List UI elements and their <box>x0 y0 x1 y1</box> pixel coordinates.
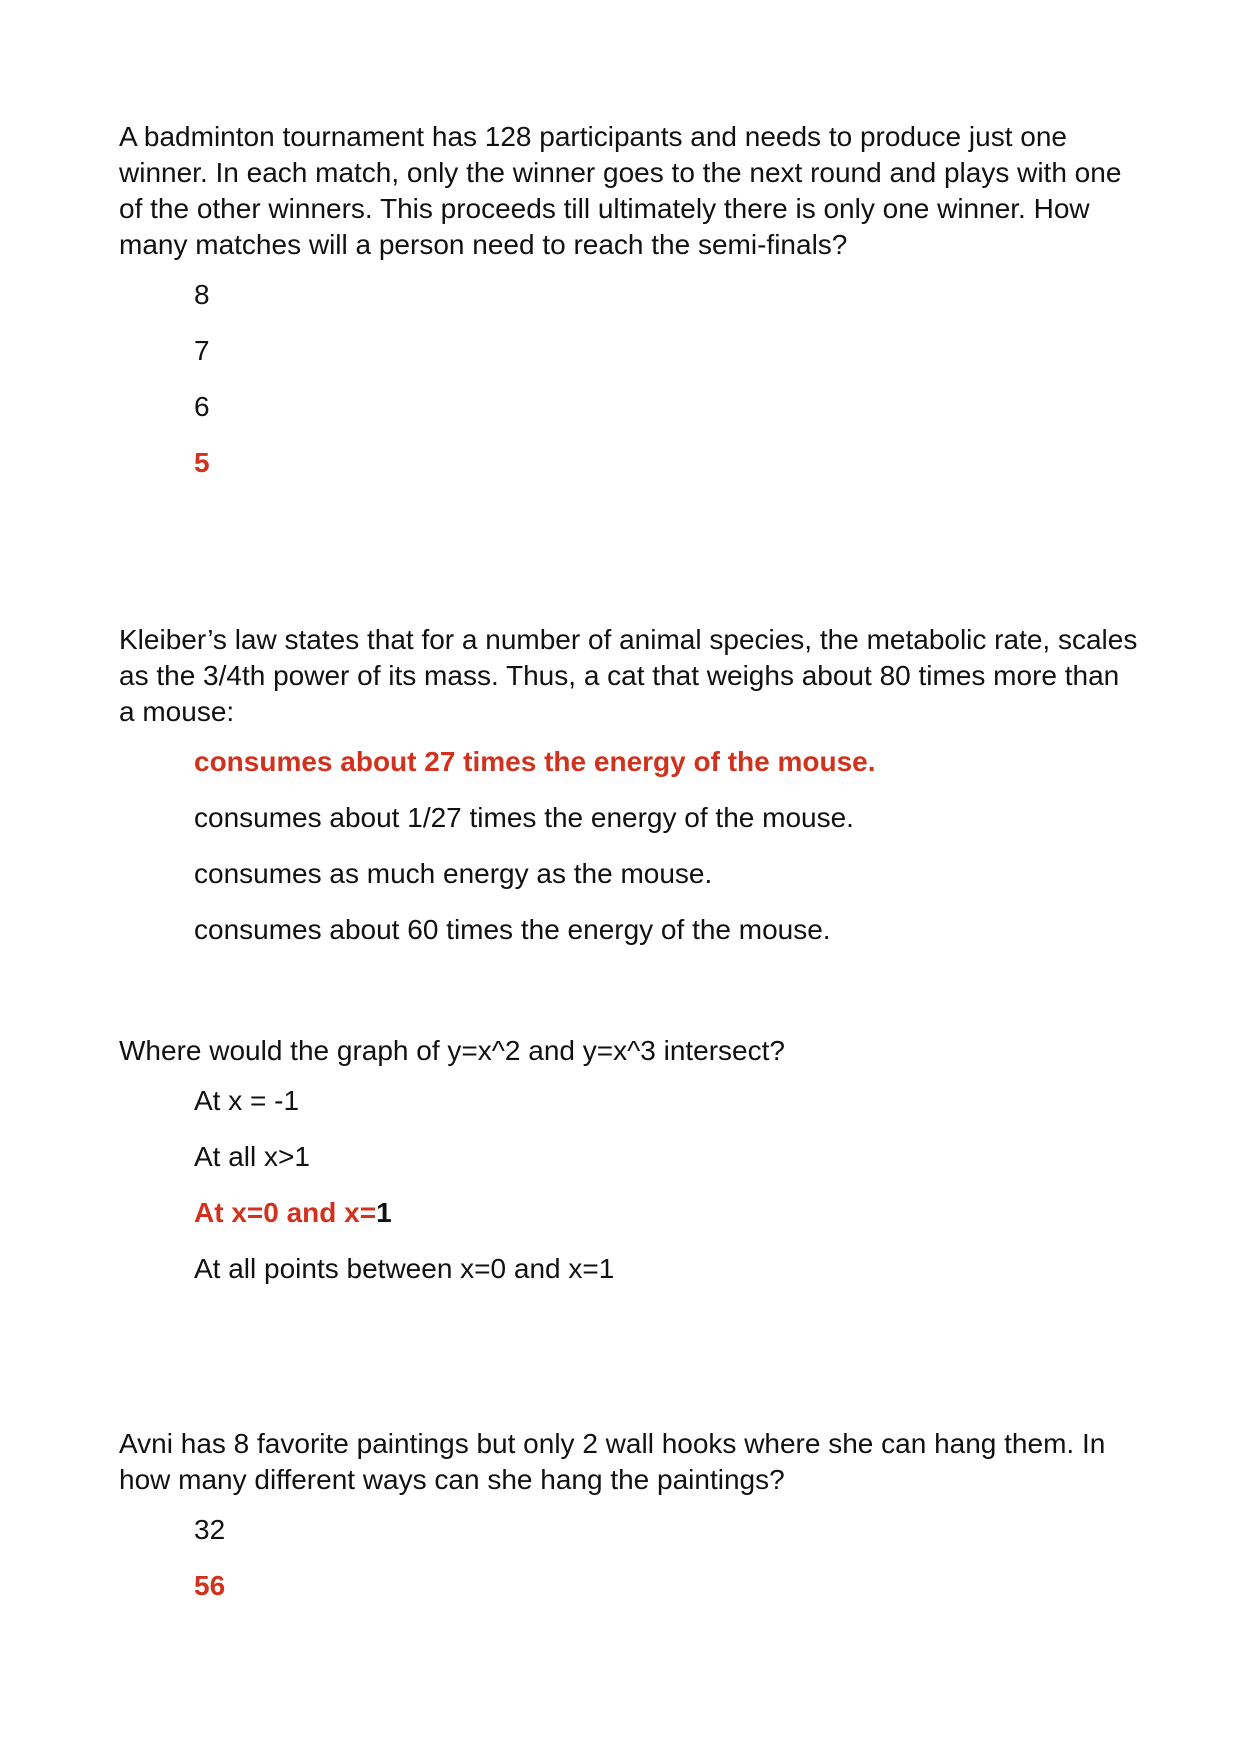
question-4-options <box>119 1514 1139 1602</box>
question-2-options <box>119 746 1139 946</box>
question-3-option-a: At x = -1 <box>194 1085 300 1116</box>
question-4-option-b-correct: 56 <box>194 1570 226 1601</box>
question-2 <box>119 622 1139 970</box>
question-1-option-a: 8 <box>194 279 210 310</box>
question-3-text: Where would the graph of y=x^2 and y=x^3 intersect? <box>119 1035 785 1066</box>
question-2-option-b: consumes about 1/27 times the energy of the mouse. <box>194 802 854 833</box>
question-4-text: Avni has 8 favorite paintings but only 2 wall hooks where she can hang them. In how many different ways can she hang the paintings? <box>119 1428 1106 1495</box>
question-3-option-b: At all x>1 <box>194 1141 310 1172</box>
question-1 <box>119 119 1139 503</box>
question-3-option-c-text: At x=0 and x= <box>194 1197 377 1228</box>
question-3-option-c-suffix: 1 <box>376 1197 392 1228</box>
question-1-option-c: 6 <box>194 391 210 422</box>
question-2-option-c: consumes as much energy as the mouse. <box>194 858 713 889</box>
question-2-option-d: consumes about 60 times the energy of the mouse. <box>194 914 831 945</box>
question-1-option-d-correct: 5 <box>194 447 210 478</box>
question-3-option-c-correct <box>194 1197 1139 1229</box>
question-1-options <box>119 279 1139 479</box>
question-2-text: Kleiber’s law states that for a number of animal species, the metabolic rate, scales as the 3/4th power of its mass. Thus, a cat that weighs about 80 times more than a mouse: <box>119 624 1138 727</box>
question-3 <box>119 1033 1139 1309</box>
question-4-option-a: 32 <box>194 1514 226 1545</box>
question-2-option-a-correct: consumes about 27 times the energy of the mouse. <box>194 746 876 777</box>
question-3-options <box>119 1085 1139 1285</box>
question-4 <box>119 1426 1139 1626</box>
question-1-option-b: 7 <box>194 335 210 366</box>
question-3-option-d: At all points between x=0 and x=1 <box>194 1253 615 1284</box>
question-1-text: A badminton tournament has 128 participants and needs to produce just one winner. In each match, only the winner goes to the next round and plays with one of the other winners. This proceeds till ultimately there is only one winner. How many matches will a person need to reach the semi-finals? <box>119 121 1122 260</box>
